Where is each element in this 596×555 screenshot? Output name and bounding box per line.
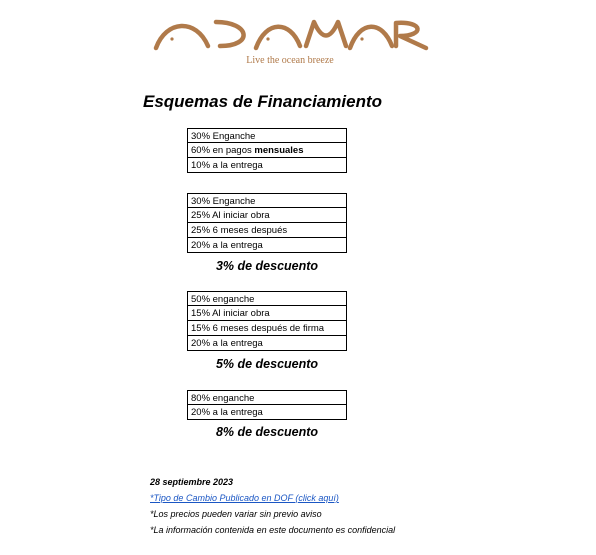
price-disclaimer: *Los precios pueden variar sin previo aviso — [150, 509, 322, 519]
exchange-rate-link[interactable]: *Tipo de Cambio Publicado en DOF (click aquí) — [150, 493, 339, 503]
plan-row: 30% Enganche — [187, 128, 347, 143]
plan-row: 30% Enganche — [187, 193, 347, 208]
discount-label: 3% de descuento — [215, 259, 319, 273]
plan-row: 20% a la entrega — [187, 405, 347, 420]
adamar-logo — [150, 10, 430, 60]
document-date: 28 septiembre 2023 — [150, 477, 234, 487]
plan-row: 25% 6 meses después — [187, 223, 347, 238]
plan-row: 60% en pagos mensuales — [187, 143, 347, 158]
plan-row: 15% Al iniciar obra — [187, 306, 347, 321]
plan-row: 50% enganche — [187, 291, 347, 306]
financing-plan-1 — [187, 128, 347, 173]
plan-row: 10% a la entrega — [187, 158, 347, 173]
financing-plan-4 — [187, 390, 347, 420]
plan-row: 80% enganche — [187, 390, 347, 405]
discount-label: 8% de descuento — [215, 425, 319, 439]
plan-row: 20% a la entrega — [187, 336, 347, 351]
plan-row: 20% a la entrega — [187, 238, 347, 253]
financing-plan-2 — [187, 193, 347, 253]
plan-row: 25% Al iniciar obra — [187, 208, 347, 223]
discount-label: 5% de descuento — [215, 357, 319, 371]
page-title: Esquemas de Financiamiento — [143, 92, 383, 111]
financing-plan-3 — [187, 291, 347, 351]
plan-row: 15% 6 meses después de firma — [187, 321, 347, 336]
confidentiality-note: *La información contenida en este documento es confidencial — [150, 525, 396, 535]
tagline: Live the ocean breeze — [246, 55, 334, 66]
